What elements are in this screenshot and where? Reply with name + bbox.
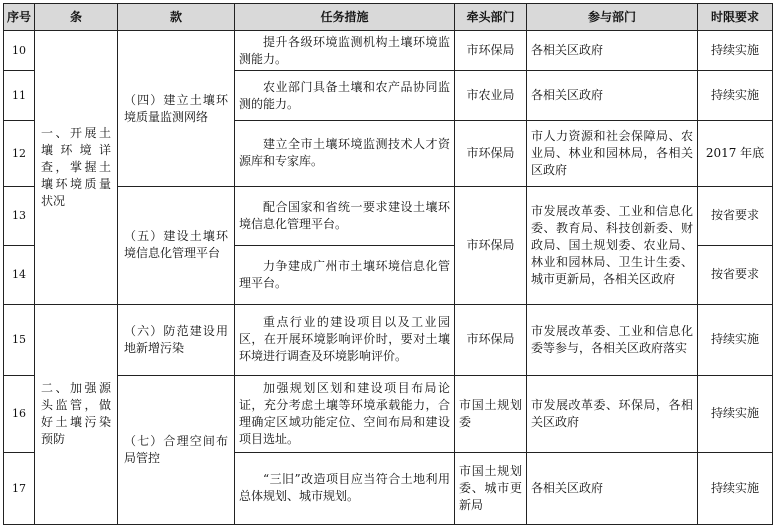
clause-cell-c6: （六）防范建设用地新增污染	[118, 304, 235, 375]
deadline-cell: 持续实施	[698, 452, 773, 524]
table-row	[4, 376, 773, 452]
participants-cell: 市人力资源和社会保障局、农业局、林业和园林局，各相关区政府	[527, 120, 698, 186]
lead-cell: 市环保局	[455, 120, 527, 186]
lead-cell: 市环保局	[455, 31, 527, 71]
task-cell: 配合国家和省统一要求建设土壤环境信息化管理平台。	[235, 187, 455, 246]
seq-cell: 17	[4, 452, 35, 524]
lead-cell: 市农业局	[455, 71, 527, 121]
header-row	[4, 4, 773, 31]
clause-cell-c5: （五）建设土壤环境信息化管理平台	[118, 187, 235, 305]
task-cell: 提升各级环境监测机构土壤环境监测能力。	[235, 31, 455, 71]
participants-cell: 各相关区政府	[527, 71, 698, 121]
task-cell: “三旧”改造项目应当符合土地利用总体规划、城市规划。	[235, 452, 455, 524]
participants-cell: 市发展改革委、工业和信息化委、教育局、科技创新委、财政局、国土规划委、农业局、林业和园林局、卫生计生委、城市更新局，各相关区政府	[527, 187, 698, 305]
seq-cell: 11	[4, 71, 35, 121]
lead-cell: 市国土规划委、城市更新局	[455, 452, 527, 524]
lead-cell: 市环保局	[455, 187, 527, 305]
seq-cell: 14	[4, 245, 35, 304]
deadline-cell: 持续实施	[698, 304, 773, 375]
deadline-cell: 按省要求	[698, 187, 773, 246]
table-row	[4, 304, 773, 375]
clause-cell-c7: （七）合理空间布局管控	[118, 376, 235, 525]
participants-cell: 各相关区政府	[527, 31, 698, 71]
clause-cell-c4: （四）建立土壤环境质量监测网络	[118, 31, 235, 187]
deadline-cell: 持续实施	[698, 376, 773, 452]
seq-cell: 15	[4, 304, 35, 375]
task-cell: 农业部门具备土壤和农产品协同监测的能力。	[235, 71, 455, 121]
task-cell: 建立全市土壤环境监测技术人才资源库和专家库。	[235, 120, 455, 186]
task-table	[3, 3, 773, 525]
col-header-lead: 牵头部门	[455, 4, 527, 31]
article-cell-g2: 二、加强源头监管，做好土壤污染预防	[35, 304, 118, 524]
lead-cell: 市环保局	[455, 304, 527, 375]
col-header-seq: 序号	[4, 4, 35, 31]
col-header-task: 任务措施	[235, 4, 455, 31]
seq-cell: 12	[4, 120, 35, 186]
table-row	[4, 31, 773, 71]
task-cell: 加强规划区划和建设项目布局论证，充分考虑土壤等环境承载能力，合理确定区域功能定位、空间布局和建设项目选址。	[235, 376, 455, 452]
col-header-deadline: 时限要求	[698, 4, 773, 31]
deadline-cell: 持续实施	[698, 31, 773, 71]
seq-cell: 10	[4, 31, 35, 71]
lead-cell: 市国土规划委	[455, 376, 527, 452]
participants-cell: 市发展改革委、环保局，各相关区政府	[527, 376, 698, 452]
deadline-cell: 2017 年底	[698, 120, 773, 186]
table-row	[4, 187, 773, 246]
deadline-cell: 按省要求	[698, 245, 773, 304]
deadline-cell: 持续实施	[698, 71, 773, 121]
col-header-participants: 参与部门	[527, 4, 698, 31]
seq-cell: 16	[4, 376, 35, 452]
col-header-article: 条	[35, 4, 118, 31]
participants-cell: 各相关区政府	[527, 452, 698, 524]
task-cell: 重点行业的建设项目以及工业园区，在开展环境影响评价时，要对土壤环境进行调查及环境影响评价。	[235, 304, 455, 375]
participants-cell: 市发展改革委、工业和信息化委等参与，各相关区政府落实	[527, 304, 698, 375]
col-header-clause: 款	[118, 4, 235, 31]
task-cell: 力争建成广州市土壤环境信息化管理平台。	[235, 245, 455, 304]
article-cell-g1: 一、开展土壤环境详查，掌握土壤环境质量状况	[35, 31, 118, 305]
seq-cell: 13	[4, 187, 35, 246]
